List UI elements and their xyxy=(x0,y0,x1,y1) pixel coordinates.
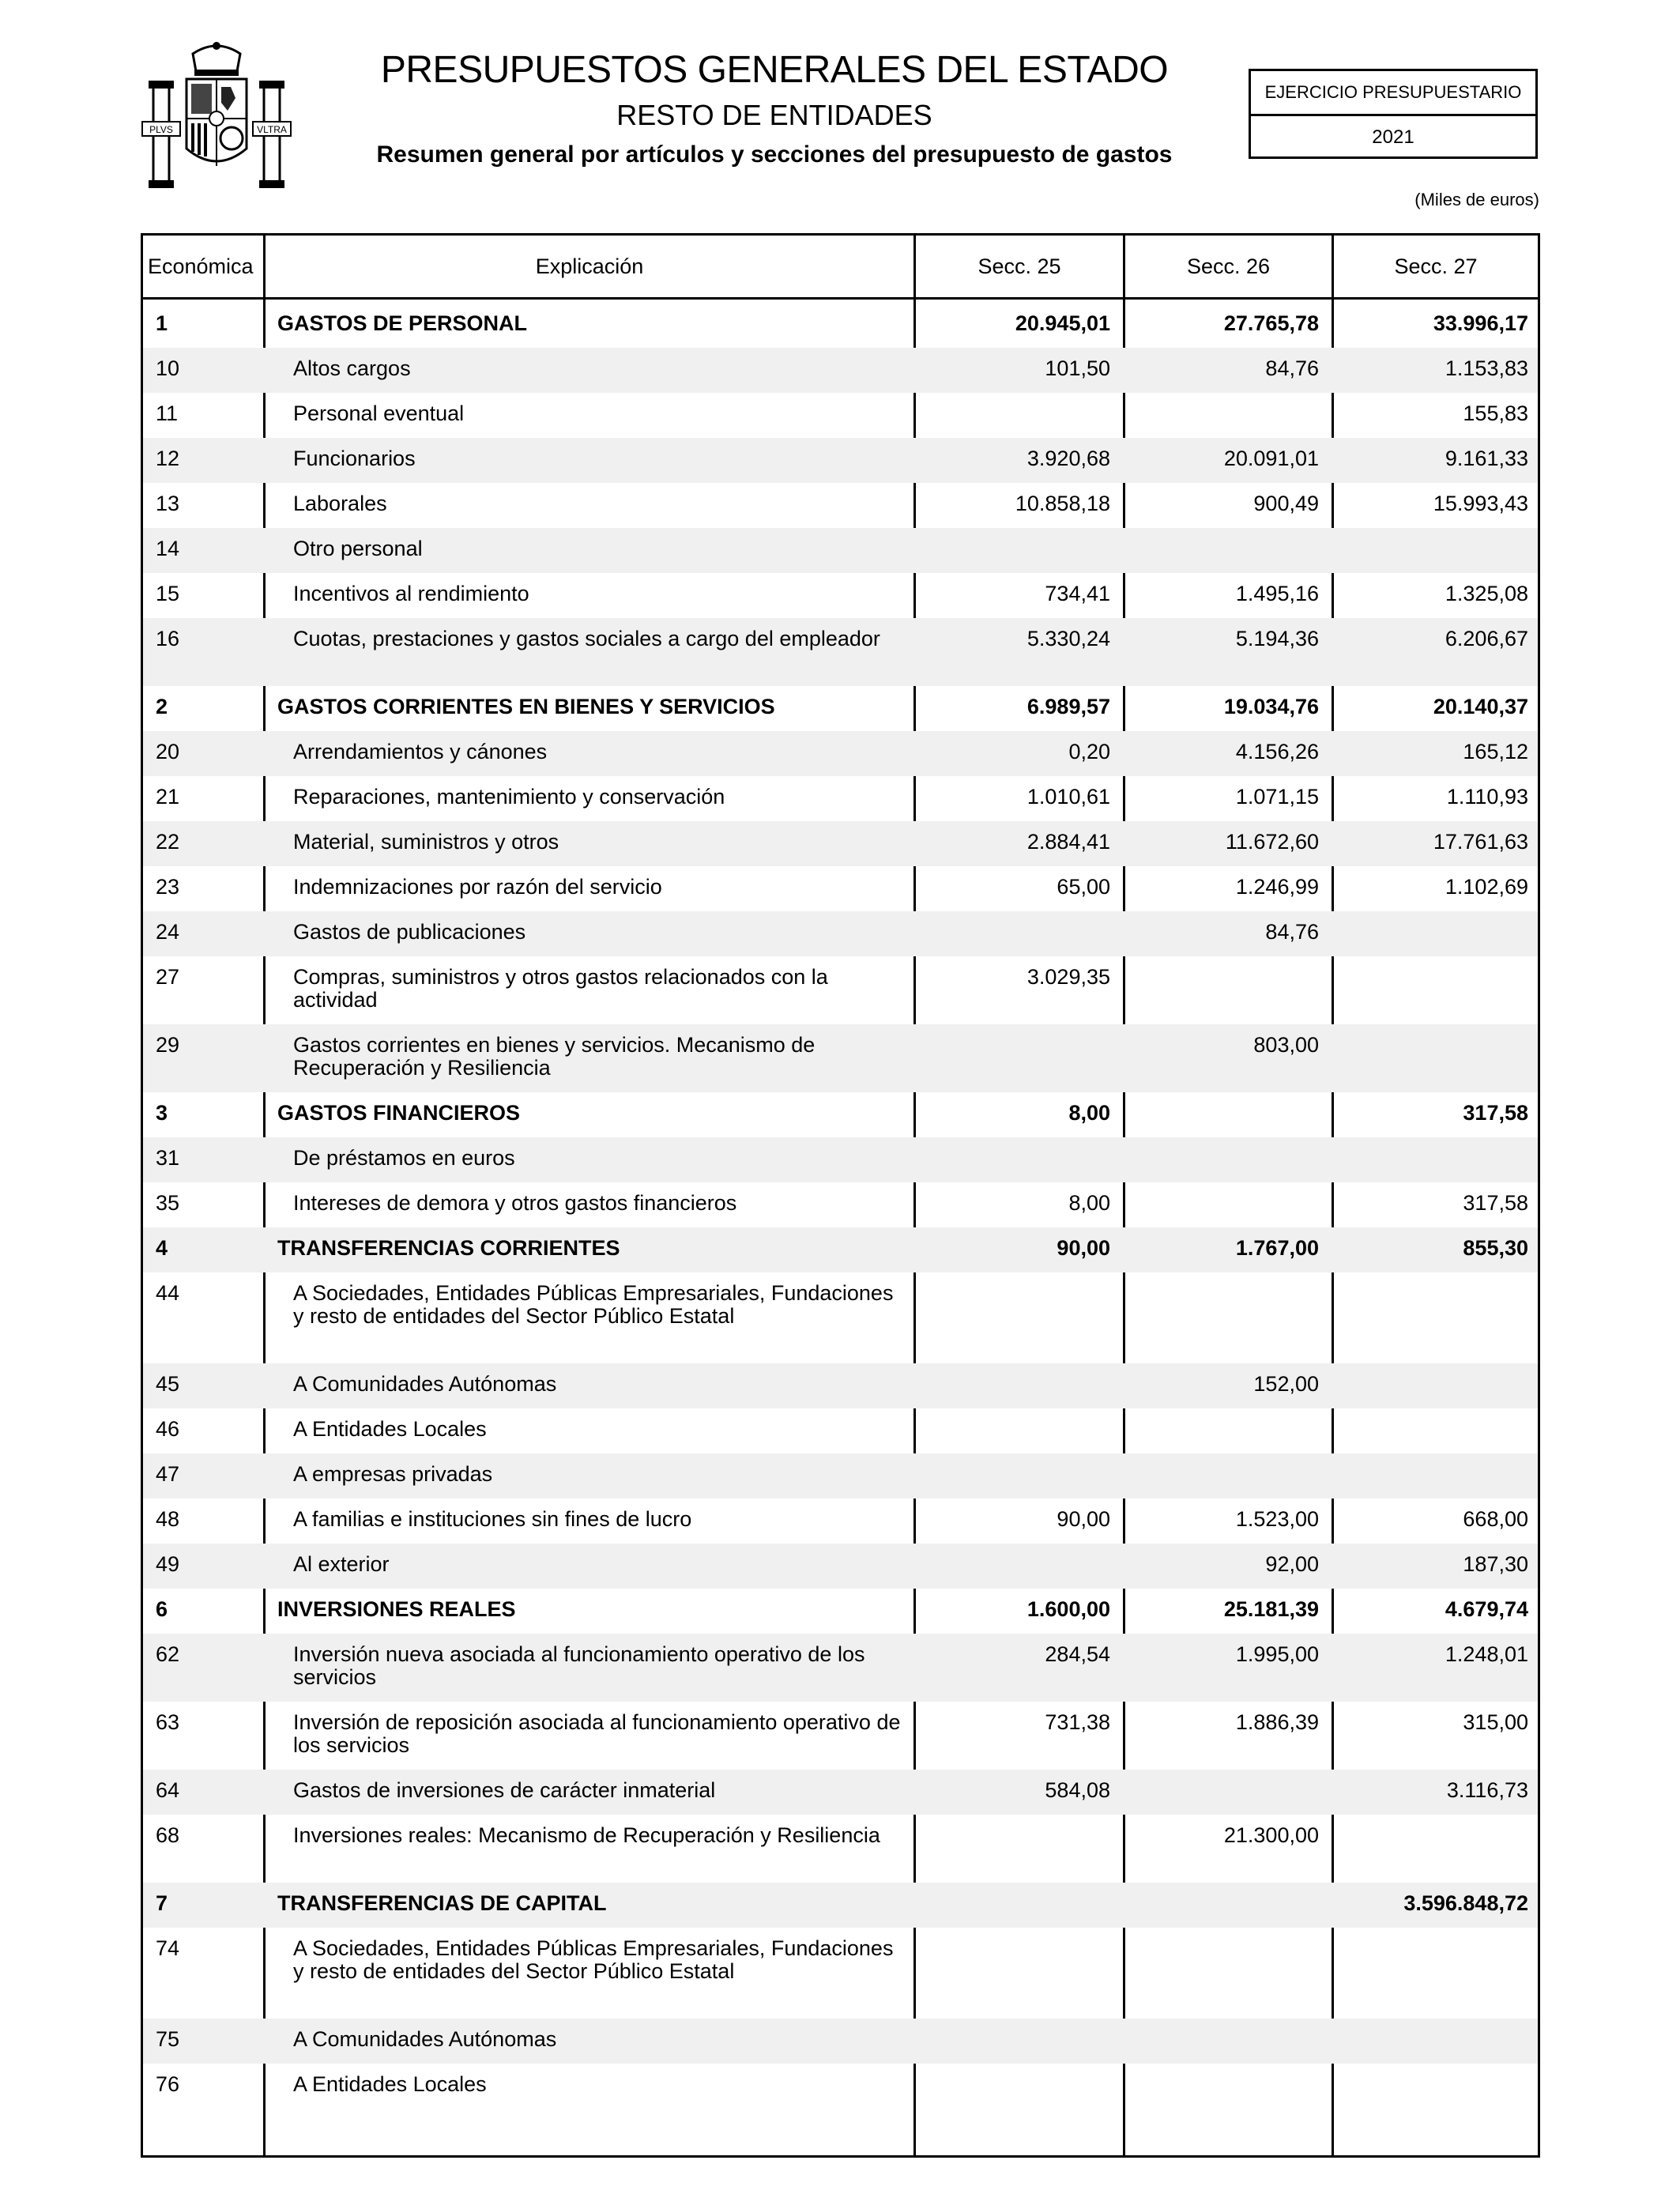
table-section-row xyxy=(143,1589,1538,1634)
units-note: (Miles de euros) xyxy=(1414,190,1539,209)
row-code: 22 xyxy=(156,830,180,854)
row-code: 11 xyxy=(156,401,179,425)
row-code: 44 xyxy=(156,1281,180,1305)
table-row xyxy=(143,1702,1538,1770)
row-code: 2 xyxy=(156,695,168,718)
row-description: A empresas privadas xyxy=(293,1462,493,1486)
row-secc-25: 20.945,01 xyxy=(1015,311,1110,335)
row-secc-25: 284,54 xyxy=(1045,1642,1110,1666)
row-secc-25: 0,20 xyxy=(1068,740,1110,763)
row-secc-25: 731,38 xyxy=(1045,1710,1110,1734)
row-secc-26: 25.181,39 xyxy=(1223,1597,1319,1621)
header-block xyxy=(332,47,1217,171)
row-secc-27: 855,30 xyxy=(1463,1236,1528,1260)
table-row xyxy=(143,2019,1538,2064)
row-secc-25: 8,00 xyxy=(1068,1191,1110,1215)
row-description: Incentivos al rendimiento xyxy=(293,582,529,605)
header-economica: Económica xyxy=(148,254,254,278)
header-explicacion: Explicación xyxy=(535,254,644,278)
row-secc-26: 1.886,39 xyxy=(1235,1710,1319,1734)
row-description: Inversiones reales: Mecanismo de Recuperación y Resiliencia xyxy=(293,1823,880,1847)
row-secc-27: 17.761,63 xyxy=(1433,830,1528,854)
row-secc-26: 11.672,60 xyxy=(1225,830,1319,854)
row-code: 47 xyxy=(156,1462,180,1486)
row-code: 15 xyxy=(156,582,180,605)
row-secc-27: 4.679,74 xyxy=(1445,1597,1528,1621)
table-row xyxy=(143,1634,1538,1702)
row-secc-25: 101,50 xyxy=(1045,356,1110,380)
row-description: Reparaciones, mantenimiento y conservación xyxy=(293,785,725,809)
svg-text:PLVS: PLVS xyxy=(149,124,173,135)
table-row xyxy=(143,528,1538,573)
row-secc-25: 65,00 xyxy=(1057,875,1110,899)
table-row xyxy=(143,1770,1538,1815)
row-description: A Comunidades Autónomas xyxy=(293,1372,557,1396)
row-code: 29 xyxy=(156,1033,180,1057)
row-code: 49 xyxy=(156,1552,180,1576)
row-description: Otro personal xyxy=(293,537,423,560)
exercise-year: 2021 xyxy=(1372,126,1414,148)
row-secc-26: 92,00 xyxy=(1265,1552,1319,1576)
row-description: Funcionarios xyxy=(293,447,416,470)
row-description: GASTOS CORRIENTES EN BIENES Y SERVICIOS xyxy=(277,695,775,718)
row-code: 13 xyxy=(156,492,180,515)
row-secc-25: 584,08 xyxy=(1045,1778,1110,1802)
table-row xyxy=(143,483,1538,528)
row-code: 75 xyxy=(156,2027,180,2051)
row-description: A Sociedades, Entidades Públicas Empresariales, Fundaciones y resto de entidades del Sector Público Estatal xyxy=(293,1281,894,1328)
page-subtitle: RESTO DE ENTIDADES xyxy=(616,99,932,131)
row-code: 6 xyxy=(156,1597,168,1621)
row-secc-26: 1.767,00 xyxy=(1235,1236,1319,1260)
row-description: Arrendamientos y cánones xyxy=(293,740,548,763)
row-code: 1 xyxy=(156,311,168,335)
row-secc-26: 803,00 xyxy=(1253,1033,1319,1057)
row-description: Indemnizaciones por razón del servicio xyxy=(293,875,662,899)
row-secc-27: 1.325,08 xyxy=(1445,582,1528,605)
row-description: GASTOS DE PERSONAL xyxy=(277,311,528,335)
row-secc-27: 3.116,73 xyxy=(1446,1778,1528,1802)
row-description: Inversión de reposición asociada al funcionamiento operativo de los servicios xyxy=(293,1710,901,1757)
table-body xyxy=(143,303,1538,2109)
row-description: A Entidades Locales xyxy=(293,2072,487,2096)
row-secc-27: 1.153,83 xyxy=(1445,356,1528,380)
row-secc-26: 1.523,00 xyxy=(1235,1507,1319,1531)
row-secc-27: 33.996,17 xyxy=(1433,311,1528,335)
table-row xyxy=(143,866,1538,911)
row-secc-26: 84,76 xyxy=(1265,920,1319,944)
row-secc-27: 15.993,43 xyxy=(1433,492,1528,515)
row-description: Compras, suministros y otros gastos relacionados con la actividad xyxy=(293,965,828,1012)
row-code: 3 xyxy=(156,1101,168,1125)
row-description: A familias e instituciones sin fines de lucro xyxy=(293,1507,692,1531)
row-code: 14 xyxy=(156,537,180,560)
row-secc-25: 1.600,00 xyxy=(1026,1597,1110,1621)
exercise-label: EJERCICIO PRESUPUESTARIO xyxy=(1251,71,1535,116)
row-code: 62 xyxy=(156,1642,180,1666)
table-row xyxy=(143,2064,1538,2109)
row-description: Intereses de demora y otros gastos financieros xyxy=(293,1191,737,1215)
table-row xyxy=(143,348,1538,393)
row-secc-25: 5.330,24 xyxy=(1026,627,1110,650)
table-row xyxy=(143,1182,1538,1227)
table-row xyxy=(143,573,1538,618)
page-description: Resumen general por artículos y secciones del presupuesto de gastos xyxy=(376,141,1173,168)
row-secc-27: 315,00 xyxy=(1463,1710,1528,1734)
row-description: GASTOS FINANCIEROS xyxy=(277,1101,521,1125)
row-secc-27: 1.110,93 xyxy=(1446,785,1528,809)
row-secc-27: 3.596.848,72 xyxy=(1403,1891,1528,1915)
row-secc-26: 19.034,76 xyxy=(1223,695,1319,718)
row-secc-26: 21.300,00 xyxy=(1223,1823,1319,1847)
row-secc-27: 317,58 xyxy=(1463,1191,1528,1215)
row-secc-25: 90,00 xyxy=(1057,1236,1110,1260)
row-description: Gastos de inversiones de carácter inmaterial xyxy=(293,1778,716,1802)
row-secc-26: 1.071,15 xyxy=(1235,785,1319,809)
row-description: A Sociedades, Entidades Públicas Empresariales, Fundaciones y resto de entidades del Sector Público Estatal xyxy=(293,1936,894,1983)
row-code: 12 xyxy=(156,447,180,470)
row-secc-27: 155,83 xyxy=(1463,401,1528,425)
row-code: 27 xyxy=(156,965,180,989)
row-code: 76 xyxy=(156,2072,180,2096)
row-secc-26: 20.091,01 xyxy=(1223,447,1319,470)
row-description: Laborales xyxy=(293,492,387,515)
table-row xyxy=(143,1544,1538,1589)
budget-table xyxy=(141,233,1540,2158)
row-code: 31 xyxy=(156,1146,180,1170)
row-code: 35 xyxy=(156,1191,180,1215)
row-code: 20 xyxy=(156,740,180,763)
row-description: Al exterior xyxy=(293,1552,390,1576)
row-code: 4 xyxy=(156,1236,168,1260)
header-secc-27: Secc. 27 xyxy=(1394,254,1478,278)
row-secc-25: 1.010,61 xyxy=(1026,785,1110,809)
row-secc-27: 165,12 xyxy=(1463,740,1528,763)
row-secc-27: 668,00 xyxy=(1463,1507,1528,1531)
row-code: 7 xyxy=(156,1891,168,1915)
row-secc-27: 6.206,67 xyxy=(1445,627,1528,650)
row-secc-26: 27.765,78 xyxy=(1223,311,1319,335)
row-secc-27: 1.248,01 xyxy=(1445,1642,1528,1666)
row-description: Inversión nueva asociada al funcionamiento operativo de los servicios xyxy=(293,1642,865,1689)
table-section-row xyxy=(143,1227,1538,1272)
row-description: Gastos corrientes en bienes y servicios. Mecanismo de Recuperación y Resiliencia xyxy=(293,1033,816,1080)
row-code: 16 xyxy=(156,627,180,650)
row-description: De préstamos en euros xyxy=(293,1146,515,1170)
table-header xyxy=(143,236,1538,300)
row-secc-26: 5.194,36 xyxy=(1235,627,1319,650)
table-row xyxy=(143,1024,1538,1092)
table-row xyxy=(143,911,1538,956)
row-secc-25: 3.920,68 xyxy=(1026,447,1110,470)
row-description: Altos cargos xyxy=(293,356,411,380)
table-row xyxy=(143,1498,1538,1544)
row-code: 46 xyxy=(156,1417,180,1441)
row-code: 10 xyxy=(156,356,180,380)
table-section-row xyxy=(143,686,1538,731)
row-secc-25: 3.029,35 xyxy=(1026,965,1110,989)
row-code: 45 xyxy=(156,1372,180,1396)
row-description: INVERSIONES REALES xyxy=(277,1597,516,1621)
table-section-row xyxy=(143,303,1538,348)
row-secc-27: 9.161,33 xyxy=(1445,447,1528,470)
table-row xyxy=(143,1815,1538,1883)
row-secc-25: 734,41 xyxy=(1045,582,1110,605)
table-section-row xyxy=(143,1883,1538,1928)
table-row xyxy=(143,731,1538,776)
row-description: A Entidades Locales xyxy=(293,1417,487,1441)
row-secc-25: 8,00 xyxy=(1068,1101,1110,1125)
row-code: 63 xyxy=(156,1710,180,1734)
table-row xyxy=(143,1137,1538,1182)
table-row xyxy=(143,776,1538,821)
coat-of-arms-logo xyxy=(141,40,292,194)
table-row xyxy=(143,1363,1538,1408)
table-row xyxy=(143,438,1538,483)
row-code: 68 xyxy=(156,1823,180,1847)
row-secc-27: 317,58 xyxy=(1463,1101,1528,1125)
row-code: 24 xyxy=(156,920,180,944)
table-section-row xyxy=(143,1092,1538,1137)
table-row xyxy=(143,393,1538,438)
row-description: TRANSFERENCIAS CORRIENTES xyxy=(277,1236,620,1260)
row-description: Material, suministros y otros xyxy=(293,830,559,854)
row-code: 74 xyxy=(156,1936,180,1960)
row-secc-26: 1.246,99 xyxy=(1235,875,1319,899)
table-row xyxy=(143,1408,1538,1453)
row-description: A Comunidades Autónomas xyxy=(293,2027,557,2051)
row-secc-26: 900,49 xyxy=(1253,492,1319,515)
page-title: PRESUPUESTOS GENERALES DEL ESTADO xyxy=(380,49,1169,91)
table-row xyxy=(143,821,1538,866)
exercise-box xyxy=(1249,69,1538,159)
row-secc-26: 1.495,16 xyxy=(1235,582,1319,605)
row-secc-27: 20.140,37 xyxy=(1433,695,1528,718)
svg-text:VLTRA: VLTRA xyxy=(257,124,287,135)
row-secc-25: 10.858,18 xyxy=(1015,492,1110,515)
row-secc-25: 2.884,41 xyxy=(1026,830,1110,854)
row-secc-26: 84,76 xyxy=(1265,356,1319,380)
table-row xyxy=(143,1453,1538,1498)
row-description: Gastos de publicaciones xyxy=(293,920,526,944)
row-secc-26: 152,00 xyxy=(1253,1372,1319,1396)
row-description: Personal eventual xyxy=(293,401,465,425)
row-description: TRANSFERENCIAS DE CAPITAL xyxy=(277,1891,607,1915)
row-secc-26: 1.995,00 xyxy=(1235,1642,1319,1666)
row-secc-27: 1.102,69 xyxy=(1445,875,1528,899)
header-secc-26: Secc. 26 xyxy=(1186,254,1271,278)
row-code: 64 xyxy=(156,1778,180,1802)
table-row xyxy=(143,618,1538,686)
row-secc-26: 4.156,26 xyxy=(1235,740,1319,763)
row-secc-25: 90,00 xyxy=(1057,1507,1110,1531)
row-description: Cuotas, prestaciones y gastos sociales a cargo del empleador xyxy=(293,627,880,650)
row-secc-25: 6.989,57 xyxy=(1026,695,1110,718)
row-secc-27: 187,30 xyxy=(1463,1552,1528,1576)
row-code: 48 xyxy=(156,1507,180,1531)
header-secc-25: Secc. 25 xyxy=(977,254,1061,278)
table-row xyxy=(143,1928,1538,2019)
table-row xyxy=(143,1272,1538,1363)
table-row xyxy=(143,956,1538,1024)
row-code: 21 xyxy=(156,785,180,809)
row-code: 23 xyxy=(156,875,180,899)
